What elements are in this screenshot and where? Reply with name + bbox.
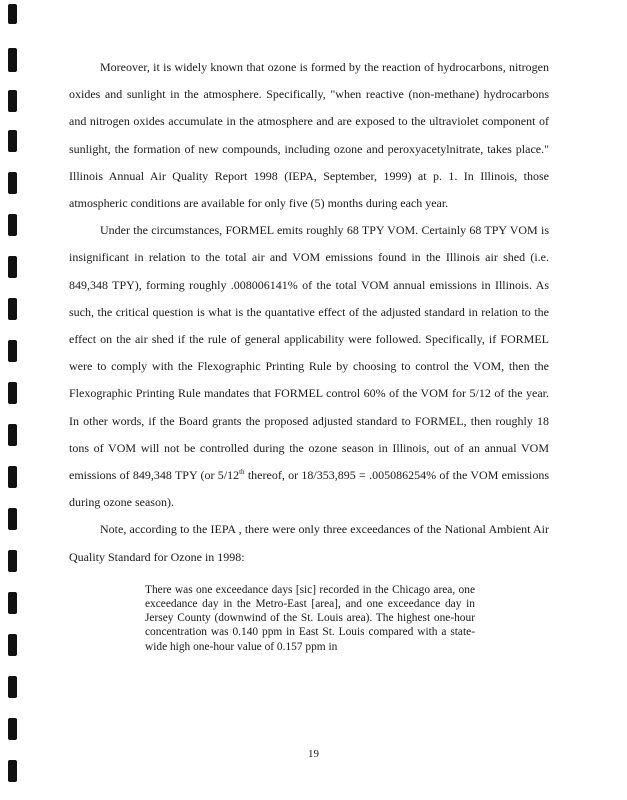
binding-hole [8,466,17,488]
binding-hole [8,298,17,320]
binding-hole [8,340,17,362]
binding-hole [8,550,17,572]
binding-hole [8,130,17,152]
binding-hole-strip [8,0,20,800]
paragraph-text: Under the circumstances, FORMEL emits roughly 68 TPY VOM. Certainly 68 TPY VOM is insignificant in relation to the total air and VOM emissions found in the Illinois air shed (i.e. 849,348 TPY), forming roughly .008006141% of the total VOM annual emissions in Illinois. As such, the critical question is what is the quantative effect of the adjusted standard in relation to the effect on the air shed if the rule of general applicability were followed. Specifically, if FORMEL were to comply with the Flexographic Printing Rule by choosing to control the VOM, then the Flexographic Printing Rule mandates that FORMEL control 60% of the VOM for 5/12 of the year. In other words, if the Board grants the proposed adjusted standard to FORMEL, then roughly 18 tons of VOM will not be controlled during the ozone season in Illinois, out of an annual VOM emissions of 849,348 TPY (or 5/12 [69,223,549,483]
binding-hole [8,760,17,782]
binding-hole [8,48,17,72]
binding-hole [8,424,17,446]
page-number: 19 [308,748,319,760]
binding-hole [8,382,17,404]
paragraph-text: thereof, or 18/353,895 = .005086254% of the VOM emissions during ozone season). [69,468,549,510]
binding-hole [8,718,17,740]
document-page [69,54,549,654]
paragraph-exceedances-intro: Note, according to the IEPA , there were only three exceedances of the National Ambient Air Quality Standard for Ozone in 1998: [69,522,549,564]
binding-hole [8,508,17,530]
block-quote: There was one exceedance days [sic] recorded in the Chicago area, one exceedance day in the Metro-East [area], and one exceedance day in Jersey County (downwind of the St. Louis area). The highest one-hour concentration was 0.140 ppm in East St. Louis compared with a state-wide high one-hour value of 0.157 ppm in [145,583,475,653]
binding-hole [8,256,17,278]
binding-hole [8,676,17,698]
binding-hole [8,4,17,24]
ordinal-superscript: th [239,468,245,477]
paragraph-ozone-formation: Moreover, it is widely known that ozone is formed by the reaction of hydrocarbons, nitrogen oxides and sunlight in the atmosphere. Specifically, "when reactive (non-methane) hydrocarbons and nitrogen oxides accumulate in the atmosphere and are exposed to the ultraviolet component of sunlight, the formation of new compounds, including ozone and peroxyacetylnitrate, takes place." Illinois Annual Air Quality Report 1998 (IEPA, September, 1999) at p. 1. In Illinois, those atmospheric conditions are available for only five (5) months during each year. [69,60,549,211]
binding-hole [8,214,17,236]
binding-hole [8,172,17,194]
binding-hole [8,90,17,112]
paragraph-formel-emissions [69,217,549,516]
binding-hole [8,592,17,614]
binding-hole [8,634,17,656]
